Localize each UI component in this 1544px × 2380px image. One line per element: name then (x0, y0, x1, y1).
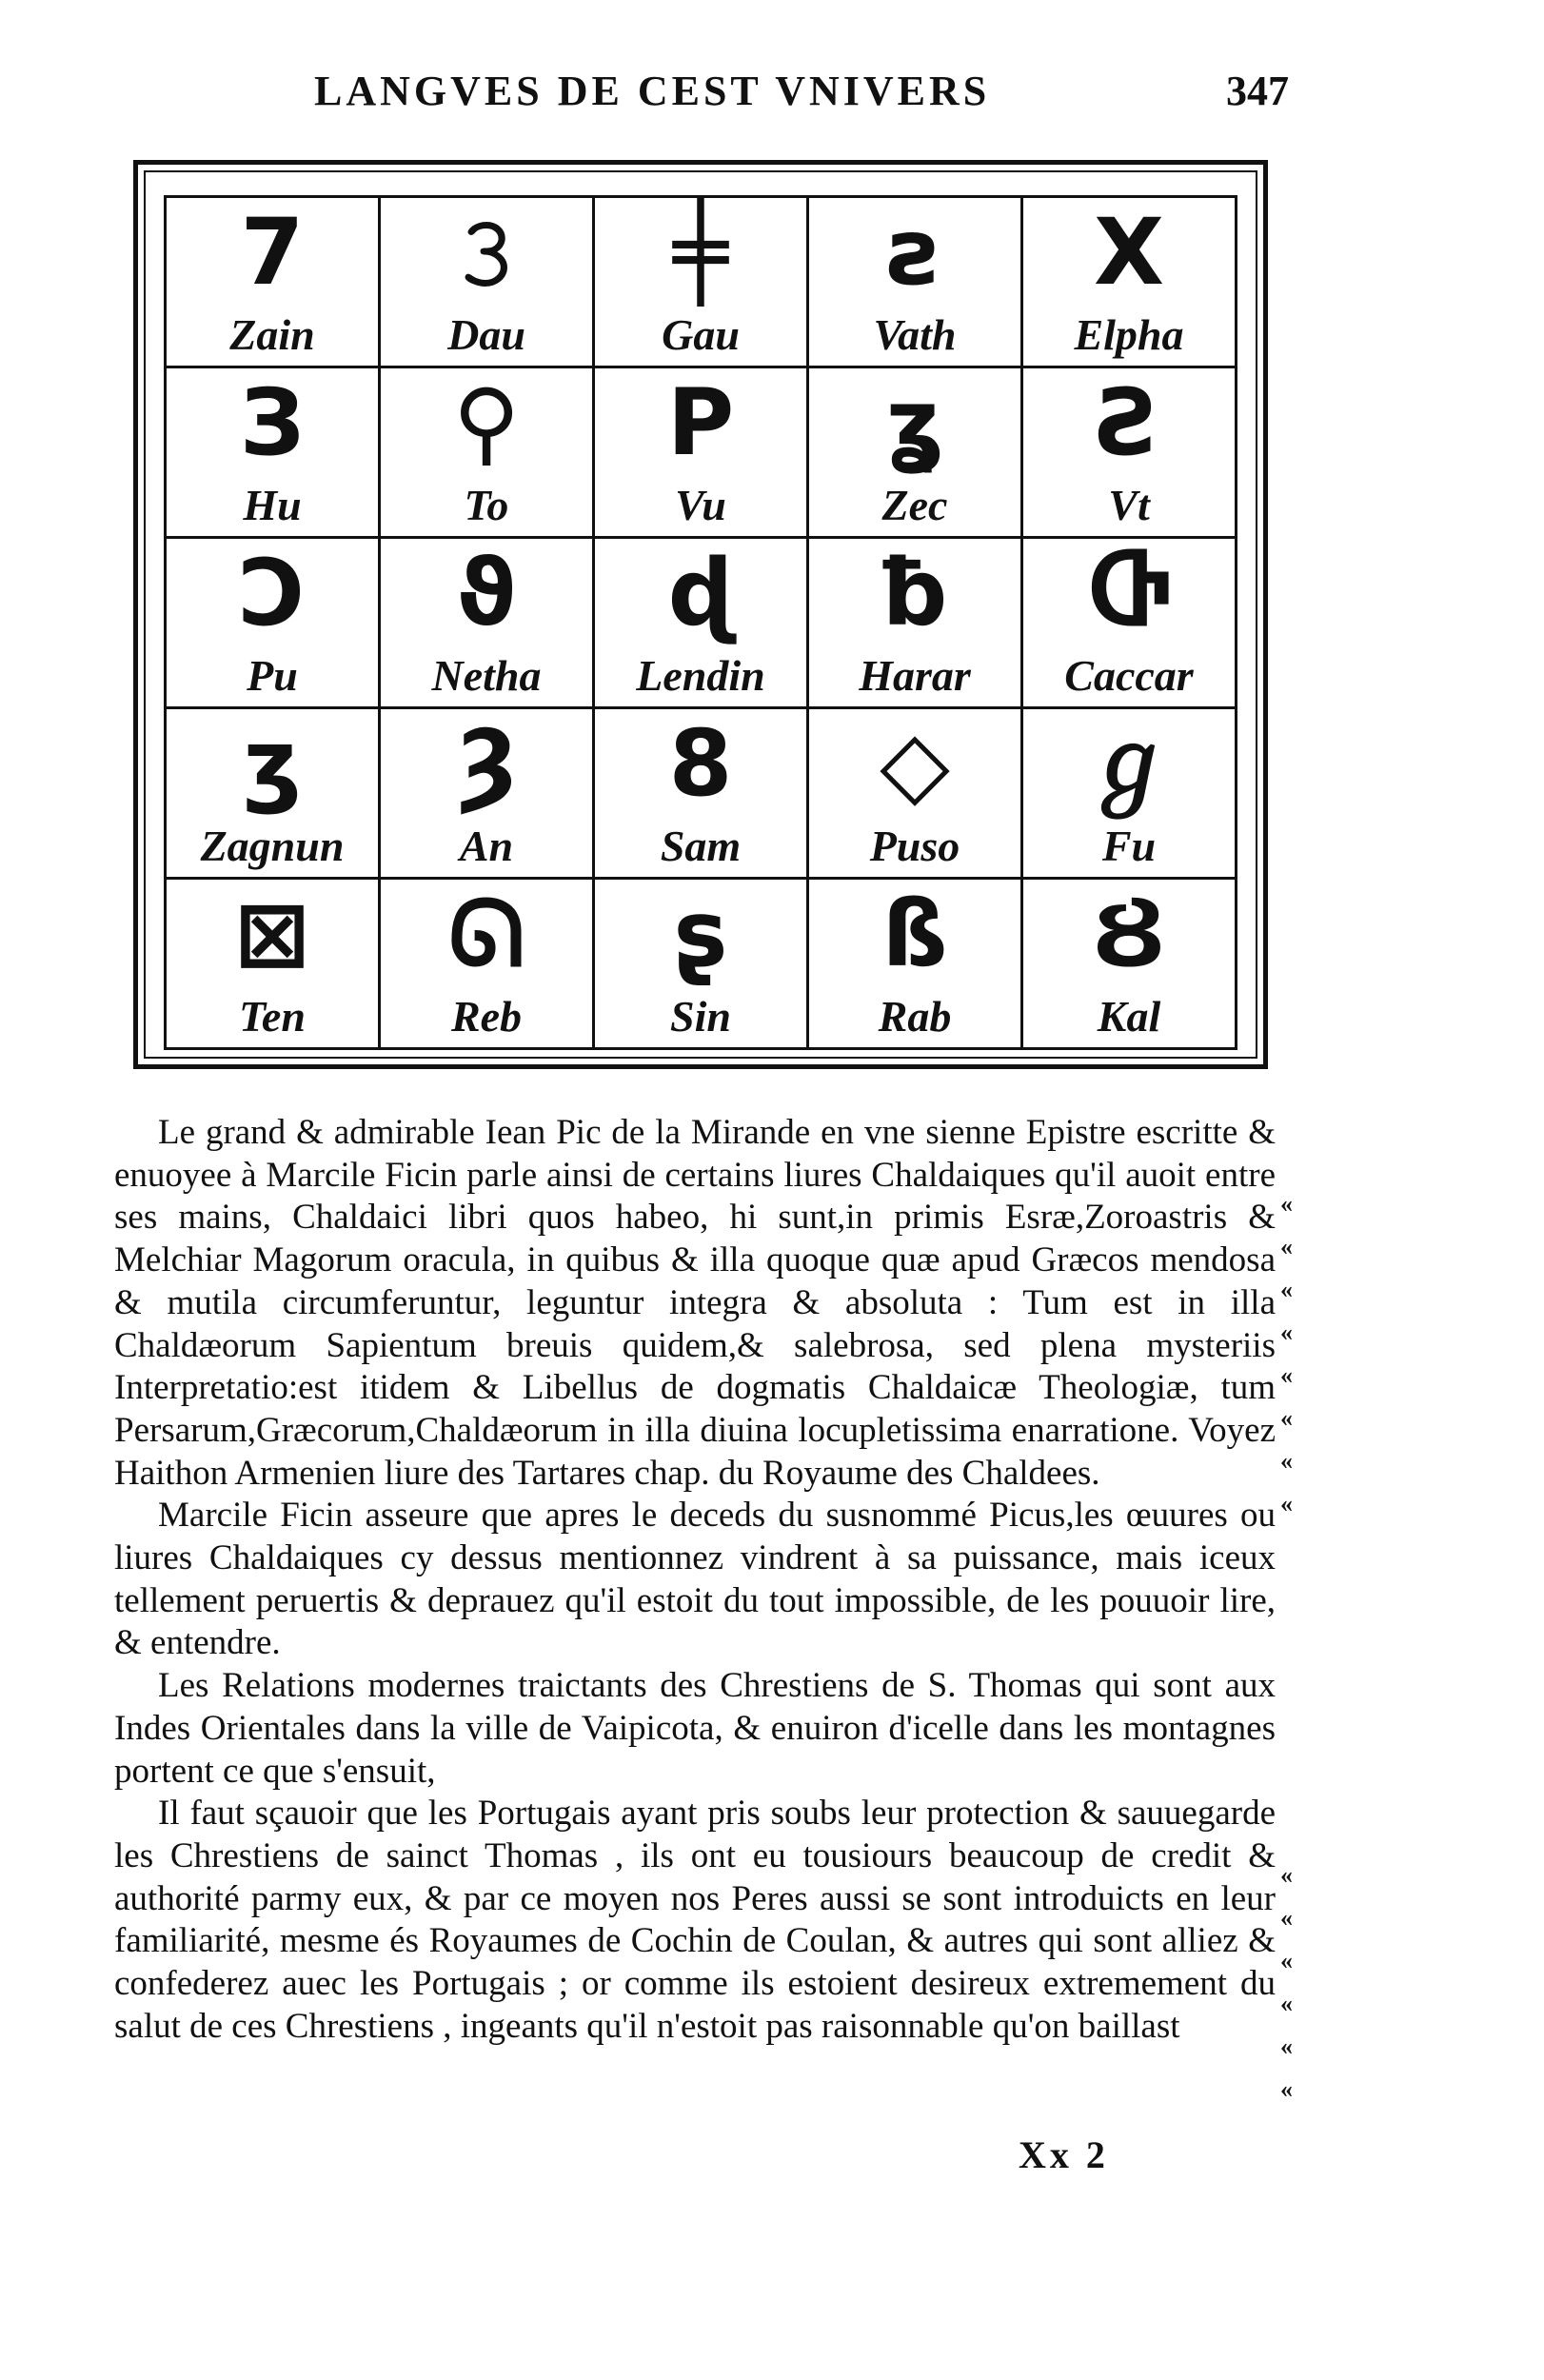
alphabet-cell (1023, 368, 1237, 539)
margin-quote-mark: « (1280, 1447, 1293, 1475)
letter-name: Lendin (636, 651, 765, 700)
margin-quote-mark: « (1280, 1947, 1293, 1974)
alphabet-cell (381, 539, 595, 709)
letter-name: Hu (243, 481, 302, 529)
margin-quote-mark: « (1280, 1861, 1293, 1889)
letter-name: Sam (660, 822, 742, 870)
body-text (114, 1112, 1276, 2048)
alphabet-cell (167, 368, 381, 539)
alphabet-cell (167, 709, 381, 880)
letter-name: Vt (1108, 481, 1150, 529)
letter-name: Zec (881, 481, 948, 529)
letter-name: Fu (1101, 822, 1157, 870)
alphabet-cell (381, 880, 595, 1050)
alphabet-cell (595, 709, 809, 880)
letter-name: Pu (247, 651, 298, 700)
alphabet-cell (1023, 198, 1237, 368)
letter-name: An (459, 822, 514, 870)
chaldean-alphabet-table (164, 195, 1237, 1050)
alphabet-cell (381, 368, 595, 539)
alphabet-cell (381, 198, 595, 368)
alphabet-glyph: Ƨ (1096, 369, 1162, 476)
letter-name: Rab (878, 992, 952, 1041)
alphabet-glyph: З (239, 369, 306, 476)
alphabet-glyph: ℊ (1083, 710, 1175, 817)
alphabet-cell (167, 198, 381, 368)
margin-quote-mark: « (1280, 1990, 1293, 2017)
margin-quote-mark: « (1280, 1276, 1293, 1303)
alphabet-glyph: ꙅ (887, 199, 942, 306)
alphabet-cell (809, 198, 1023, 368)
alphabet-glyph: P (666, 369, 735, 476)
alphabet-glyph: ⚲ (452, 369, 521, 476)
margin-quote-mark: « (1280, 1361, 1293, 1389)
alphabet-glyph: ╪ (673, 199, 728, 306)
letter-name: Caccar (1064, 651, 1194, 700)
alphabet-glyph: Ↄ (238, 540, 307, 646)
alphabet-glyph: X (1093, 199, 1164, 306)
alphabet-cell (1023, 539, 1237, 709)
alphabet-glyph: ƀ (881, 540, 948, 646)
paragraph-portugais: Il faut sçauoir que les Portugais ayant pris soubs leur protection & sauuegarde les Chrestiens de sainct Thomas , ils ont eu tousiours beaucoup de credit & authorité parmy eux, & par ce moyen nos Peres aussi se sont introduicts en leur familiarité, mesme és Royaumes de Cochin de Coulan, & autres qui sont alliez & confederez auec les Portugais ; or comme ils estoient desireux extremement du salut de ces Chrestiens , ingeants qu'il n'estoit pas raisonnable qu'on baillast (114, 1794, 1276, 2046)
paragraph-relations-modernes: Les Relations modernes traictants des Chrestiens de S. Thomas qui sont aux Indes Orientales dans la ville de Vaipicota, & enuiron d'icelle dans les montagnes portent ce que s'ensuit, (114, 1666, 1276, 1791)
margin-quote-mark: « (1280, 1190, 1293, 1218)
paragraph-pic-de-la-mirande: Le grand & admirable Iean Pic de la Mirande en vne sienne Epistre escritte & enuoyee à Marcile Ficin parle ainsi de certains liures Chaldaiques qu'il auoit entre ses mains, Chaldaici libri quos habeo, hi sunt,in primis Esræ,Zoroastris & Melchiar Magorum oracula, in quibus & illa quoque quæ apud Græcos mendosa & mutila circumferuntur, leguntur integra & absoluta : Tum est in illa Chaldæorum Sapientum breuis quidem,& salebrosa, sed plena mysteriis Interpretatio:est itidem & Libellus de dogmatis Chaldaicæ Theologiæ, tum Persarum,Græcorum,Chaldæorum in illa diuina locupletissima enarratione. Voyez Haithon Armenien liure des Tartares chap. du Royaume des Chaldees. (114, 1113, 1276, 1493)
margin-quote-mark: « (1280, 2033, 1293, 2060)
alphabet-cell (809, 539, 1023, 709)
alphabet-glyph: Ȝ (454, 710, 519, 817)
letter-name: Gau (662, 310, 740, 359)
margin-quote-mark: « (1280, 1904, 1293, 1932)
alphabet-glyph: 𝟹 (457, 199, 516, 306)
alphabet-cell (809, 709, 1023, 880)
letter-name: Reb (450, 992, 523, 1041)
alphabet-cell (809, 880, 1023, 1050)
letter-name: Elpha (1074, 310, 1184, 359)
margin-quote-mark: « (1280, 1404, 1293, 1432)
letter-name: Harar (859, 651, 971, 700)
alphabet-cell (595, 198, 809, 368)
letter-name: Zain (229, 310, 315, 359)
alphabet-cell (595, 880, 809, 1050)
letter-name: Dau (447, 310, 525, 359)
letter-name: Zagnun (200, 822, 345, 870)
alphabet-cell (1023, 880, 1237, 1050)
alphabet-glyph: Ȣ (1092, 881, 1166, 987)
page-number: 347 (1226, 68, 1289, 114)
letter-name: Puso (869, 822, 960, 870)
alphabet-glyph: ϑ (456, 540, 517, 646)
alphabet-cell (809, 368, 1023, 539)
alphabet-glyph: 8 (668, 710, 733, 817)
margin-quote-mark: « (1280, 1319, 1293, 1346)
alphabet-glyph: ᘏ (448, 881, 525, 987)
alphabet-glyph: ◇ (880, 710, 950, 817)
alphabet-glyph: Ⴇ (1087, 540, 1171, 646)
paragraph-marcile-ficin: Marcile Ficin asseure que apres le deceds du susnommé Picus,les œuures ou liures Chaldaiques cy dessus mentionnez vindrent à sa puissance, mais iceux tellement peruertis & deprauez qu'il estoit du tout impossible, de les pouuoir lire, & entendre. (114, 1496, 1276, 1663)
alphabet-glyph: ʒ (243, 710, 302, 817)
margin-quote-mark: « (1280, 1490, 1293, 1517)
alphabet-cell (1023, 709, 1237, 880)
alphabet-glyph: ʓ (885, 369, 944, 476)
alphabet-glyph: ɖ (667, 540, 734, 646)
margin-quote-mark: « (1280, 2075, 1293, 2103)
letter-name: Vath (873, 310, 957, 359)
alphabet-cell (381, 709, 595, 880)
letter-name: Kal (1097, 992, 1161, 1041)
letter-name: Ten (239, 992, 306, 1041)
letter-name: Netha (431, 651, 542, 700)
alphabet-cell (167, 880, 381, 1050)
alphabet-cell (595, 539, 809, 709)
signature-mark: Xx 2 (1019, 2133, 1109, 2176)
alphabet-glyph: ⊠ (233, 881, 311, 987)
margin-quote-mark: « (1280, 1233, 1293, 1260)
alphabet-cell (595, 368, 809, 539)
letter-name: To (464, 481, 509, 529)
letter-name: Vu (675, 481, 726, 529)
alphabet-glyph: ß (881, 881, 948, 987)
running-head: LANGVES DE CEST VNIVERS (314, 68, 991, 114)
alphabet-glyph: 7 (240, 199, 305, 306)
alphabet-cell (167, 539, 381, 709)
alphabet-glyph: ʂ (673, 881, 728, 987)
letter-name: Sin (670, 992, 731, 1041)
